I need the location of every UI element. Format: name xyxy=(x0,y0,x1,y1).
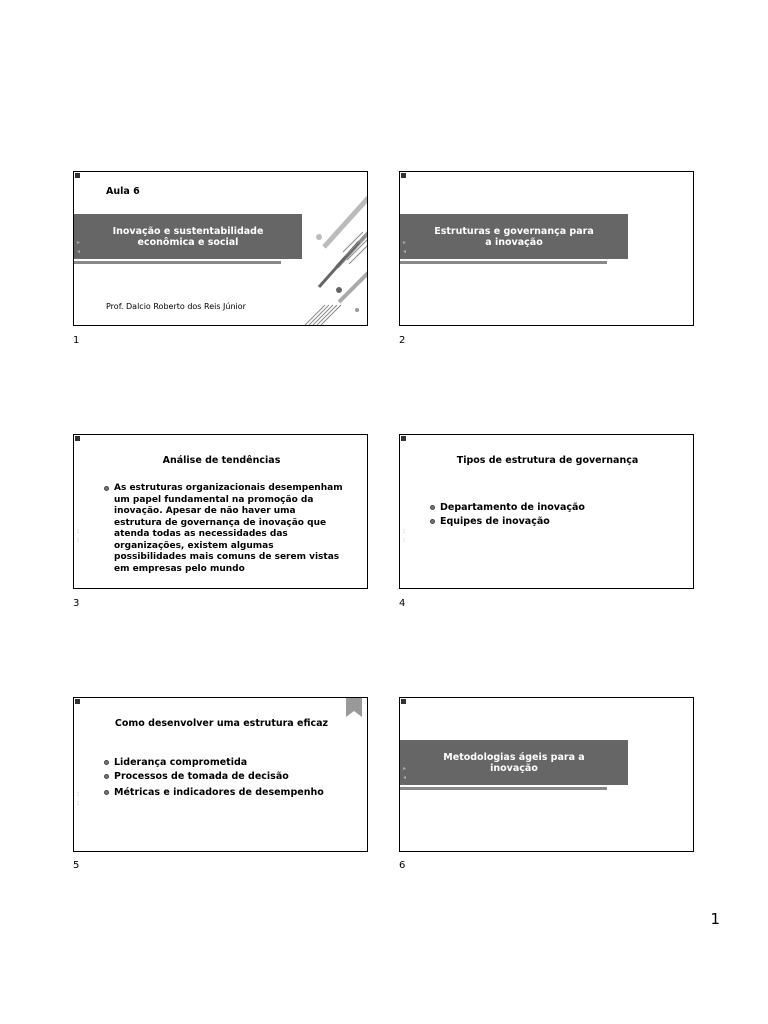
slide-2 xyxy=(399,171,694,326)
bullet-item: Equipes de inovação xyxy=(430,516,670,528)
title-band xyxy=(400,740,628,785)
bullet-list xyxy=(430,502,670,530)
corner-mark xyxy=(401,436,406,441)
corner-mark xyxy=(401,173,406,178)
slide-number: 5 xyxy=(73,860,80,871)
bullet-list xyxy=(104,483,344,577)
corner-mark xyxy=(75,436,80,441)
title-band xyxy=(74,214,302,259)
slide-number: 4 xyxy=(399,598,406,609)
band-line-1: Estruturas e governança para xyxy=(434,225,594,237)
slide-title: Aula 6 xyxy=(106,186,140,197)
slide-1 xyxy=(73,171,368,326)
slide-number: 1 xyxy=(73,335,80,346)
side-marks: ▸ ◂ ⁝ xyxy=(77,239,81,264)
band-underline xyxy=(400,261,607,264)
slide-number: 2 xyxy=(399,335,406,346)
band-line-2: econômica e social xyxy=(137,236,239,248)
band-line-1: Inovação e sustentabilidade xyxy=(112,225,264,237)
slide-6 xyxy=(399,697,694,852)
bullet-item: Métricas e indicadores de desempenho xyxy=(104,787,354,799)
band-underline xyxy=(400,787,607,790)
corner-mark xyxy=(75,699,80,704)
side-marks: ⁝ ⁝ xyxy=(77,791,79,807)
corner-mark xyxy=(75,173,80,178)
slide-number: 3 xyxy=(73,598,80,609)
bullet-list xyxy=(104,757,354,801)
bookmark-icon xyxy=(346,697,362,717)
slide-title: Tipos de estrutura de governança xyxy=(456,455,639,466)
bullet-item: Liderança comprometida xyxy=(104,757,354,769)
slide-5 xyxy=(73,697,368,852)
slide-title: Análise de tendências xyxy=(162,455,281,466)
band-line-2: inovação xyxy=(490,762,538,774)
page-number: 1 xyxy=(710,910,720,928)
slide-3 xyxy=(73,434,368,589)
side-marks: ▸ ◂ ⁝ xyxy=(403,239,407,264)
side-marks: ⁝ ⁝ xyxy=(77,528,79,544)
slide-number: 6 xyxy=(399,860,406,871)
side-marks: ▸ ◂ ⁝ xyxy=(403,765,407,790)
band-underline xyxy=(74,261,281,264)
decorative-graphic xyxy=(299,192,368,326)
band-line-2: a inovação xyxy=(485,236,543,248)
bullet-item: Processos de tomada de decisão xyxy=(104,771,354,783)
side-marks: ⁝ ⁝ xyxy=(403,528,405,544)
bullet-item: As estruturas organizacionais desempenham um papel fundamental na promoção da inovação. Apesar de não haver uma estrutura de governança de inovação que atenda todas as necessidades das organizações, existem algumas possibilidades mais comuns de serem vistas em empresas pelo mundo xyxy=(104,483,344,575)
author-text: Prof. Dalcio Roberto dos Reis Júnior xyxy=(106,302,246,311)
band-line-1: Metodologias ágeis para a xyxy=(443,751,585,763)
slide-title: Como desenvolver uma estrutura eficaz xyxy=(114,718,329,729)
corner-mark xyxy=(401,699,406,704)
bullet-item: Departamento de inovação xyxy=(430,502,670,514)
slide-4 xyxy=(399,434,694,589)
title-band xyxy=(400,214,628,259)
